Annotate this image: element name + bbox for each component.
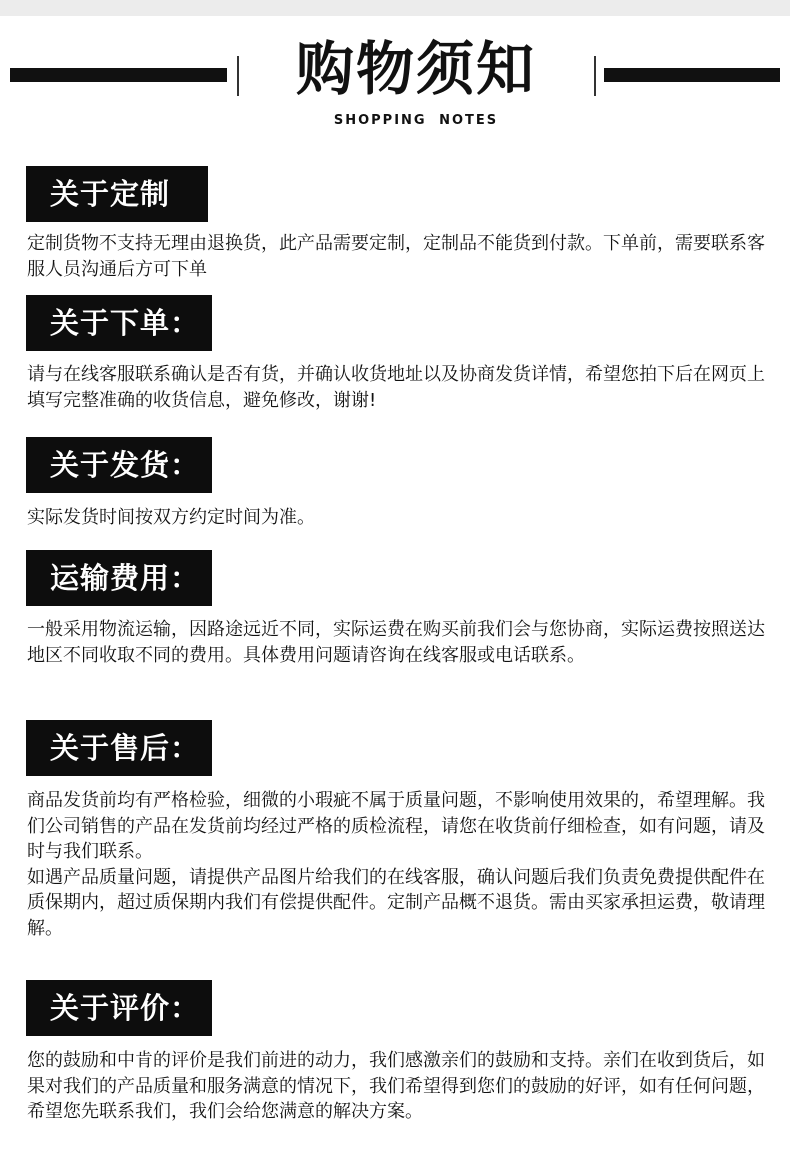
section-paragraph: 商品发货前均有严格检验，细微的小瑕疵不属于质量问题，不影响使用效果的，希望理解。我们公司销售的产品在发货前均经过严格的质检流程，请您在收货前仔细检查，如有问题，请及时与我们联系。 [27,790,765,862]
section-label-shipping: 关于发货： [26,437,212,493]
section-label-freight: 运输费用： [26,550,212,606]
top-strip [0,0,790,16]
section-paragraph: 实际发货时间按双方约定时间为准。 [27,507,315,528]
section-paragraph: 定制货物不支持无理由退换货，此产品需要定制，定制品不能货到付款。下单前，需要联系客服人员沟通后方可下单 [27,233,765,280]
section-body-freight [27,617,777,668]
section-label-order: 关于下单： [26,295,212,351]
page-subtitle: SHOPPING NOTES [333,113,499,128]
section-body-review [27,1048,777,1125]
page-title: 购物须知 [295,35,536,103]
section-body-custom [27,231,777,282]
section-body-aftersales [27,788,777,941]
section-paragraph: 请与在线客服联系确认是否有货，并确认收货地址以及协商发货详情，希望您拍下后在网页上填写完整准确的收货信息，避免修改，谢谢! [27,364,765,411]
header-tick-left [237,56,239,96]
section-label-custom: 关于定制 [26,166,208,222]
section-label-review: 关于评价： [26,980,212,1036]
section-paragraph: 您的鼓励和中肯的评价是我们前进的动力，我们感激亲们的鼓励和支持。亲们在收到货后，如果对我们的产品质量和服务满意的情况下，我们希望得到您们的鼓励的好评，如有任何问题，希望您先联系我们，我们会给您满意的解决方案。 [27,1050,765,1122]
section-label-aftersales: 关于售后： [26,720,212,776]
header-divider-right [604,68,780,82]
section-body-shipping [27,505,777,531]
section-paragraph: 如遇产品质量问题，请提供产品图片给我们的在线客服，确认问题后我们负责免费提供配件在质保期内，超过质保期内我们有偿提供配件。定制产品概不退货。需由买家承担运费，敬请理解。 [27,866,765,939]
header-tick-right [594,56,596,96]
section-paragraph: 一般采用物流运输，因路途远近不同，实际运费在购买前我们会与您协商，实际运费按照送达地区不同收取不同的费用。具体费用问题请咨询在线客服或电话联系。 [27,619,765,666]
header-divider-left [10,68,227,82]
section-body-order [27,362,777,413]
